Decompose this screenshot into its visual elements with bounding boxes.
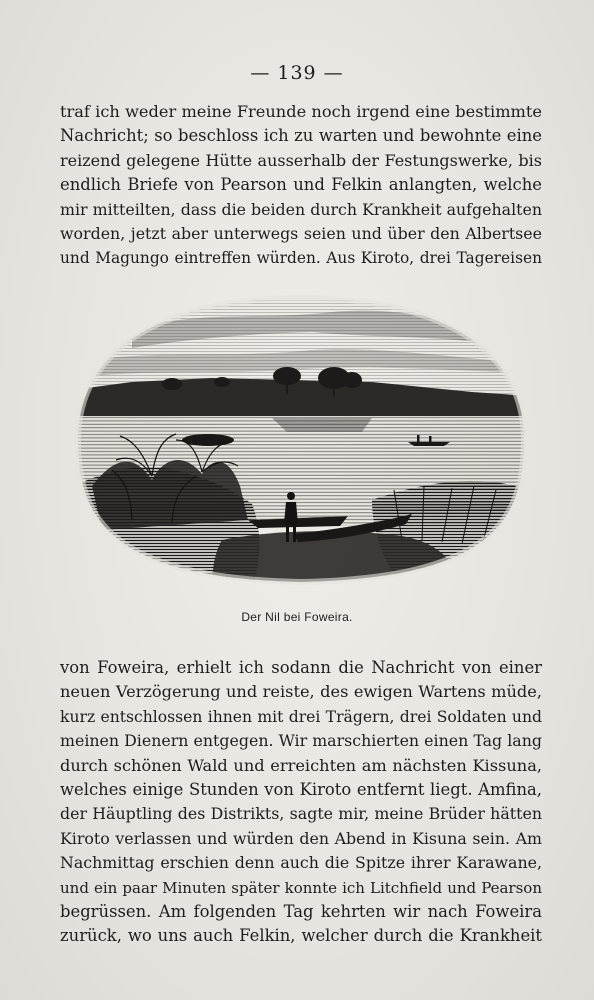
text-line: Nachricht; so beschloss ich zu warten und bewohnte eine bbox=[60, 126, 542, 146]
text-line: Kiroto verlassen und würden den Abend in Kisuna sein. Am bbox=[60, 828, 542, 848]
text-line: traf ich weder meine Freunde noch irgend eine bestimmte bbox=[60, 102, 542, 121]
illustration-caption: Der Nil bei Foweira. bbox=[241, 610, 353, 624]
text-line: und ein paar Minuten später konnte ich Litchfield und Pearson bbox=[60, 878, 542, 897]
text-line: worden, jetzt aber unterwegs seien und über den Albertsee bbox=[60, 224, 542, 244]
text-line: zurück, wo uns auch Felkin, welcher durch die Krankheit bbox=[60, 926, 542, 946]
text-line: begrüssen. Am folgenden Tag kehrten wir nach Foweira bbox=[60, 902, 542, 922]
text-line: reizend gelegene Hütte ausserhalb der Festungswerke, bis bbox=[60, 150, 542, 170]
text-line: mir mitteilten, dass die beiden durch Krankheit aufgehalten bbox=[60, 199, 542, 219]
text-line: und Magungo eintreffen würden. Aus Kiroto, drei Tagereisen bbox=[60, 249, 542, 268]
text-line: der Häuptling des Distrikts, sagte mir, meine Brüder hätten bbox=[60, 804, 542, 824]
bottom-paragraph bbox=[60, 656, 542, 949]
text-line: durch schönen Wald und erreichten am nächsten Kissuna, bbox=[60, 755, 542, 775]
text-line: kurz entschlossen ihnen mit drei Trägern, drei Soldaten und bbox=[60, 707, 542, 726]
text-line: von Foweira, erhielt ich sodann die Nachricht von einer bbox=[60, 658, 542, 677]
text-line: welches einige Stunden von Kiroto entfernt liegt. Amfina, bbox=[60, 780, 542, 800]
top-paragraph bbox=[60, 100, 542, 271]
text-line: neuen Verzögerung und reiste, des ewigen Wartens müde, bbox=[60, 682, 542, 702]
nile-engraving-illustration bbox=[72, 290, 530, 586]
text-line: endlich Briefe von Pearson und Felkin anlangten, welche bbox=[60, 175, 542, 195]
text-line: Nachmittag erschien denn auch die Spitze ihrer Karawane, bbox=[60, 853, 542, 873]
text-line: meinen Dienern entgegen. Wir marschierten einen Tag lang bbox=[60, 731, 542, 751]
page-number: — 139 — bbox=[250, 62, 344, 84]
